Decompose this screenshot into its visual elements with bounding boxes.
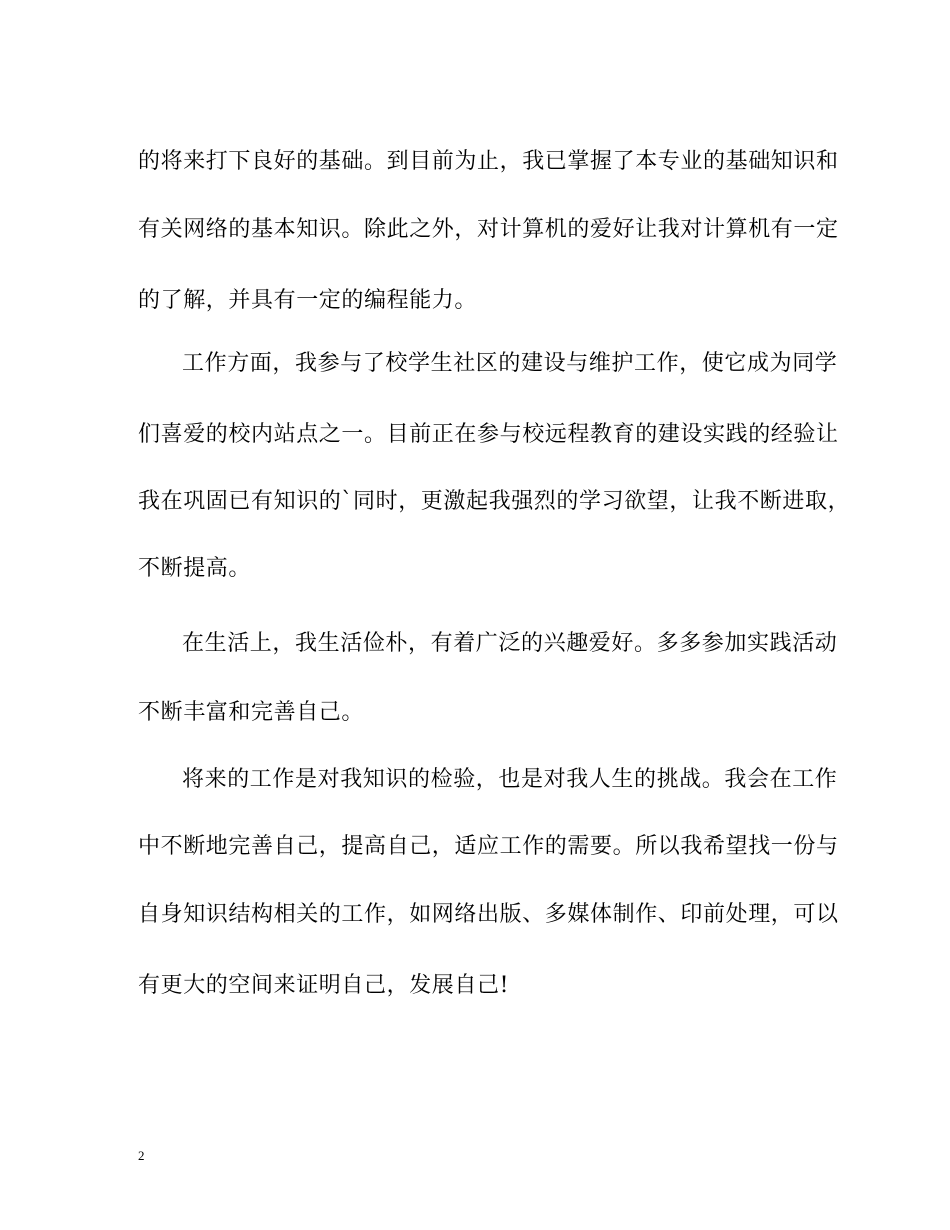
text-line: 们喜爱的校内站点之一。目前正在参与校远程教育的建设实践的经验让: [138, 422, 839, 447]
text-line: 我在巩固已有知识的`同时，更激起我强烈的学习欲望，让我不断进取，: [138, 489, 851, 514]
text-line: 不断提高。: [138, 556, 252, 581]
text-line: 的了解，并具有一定的编程能力。: [138, 288, 478, 313]
page-number: 2: [138, 1148, 145, 1163]
paragraph-first-line: 在生活上，我生活俭朴，有着广泛的兴趣爱好。多多参加实践活动: [182, 631, 838, 656]
text-line: 不断丰富和完善自己。: [138, 700, 365, 725]
paragraph-first-line: 工作方面，我参与了校学生社区的建设与维护工作，使它成为同学: [182, 351, 838, 376]
text-line: 中不断地完善自己，提高自己，适应工作的需要。所以我希望找一份与: [138, 834, 839, 859]
text-line: 有关网络的基本知识。除此之外，对计算机的爱好让我对计算机有一定: [138, 217, 839, 242]
text-line: 有更大的空间来证明自己，发展自己!: [138, 973, 510, 998]
text-line: 的将来打下良好的基础。到目前为止，我已掌握了本专业的基础知识和: [138, 149, 839, 174]
text-line: 自身知识结构相关的工作，如网络出版、多媒体制作、印前处理，可以: [138, 902, 839, 927]
paragraph-first-line: 将来的工作是对我知识的检验，也是对我人生的挑战。我会在工作: [182, 767, 838, 792]
